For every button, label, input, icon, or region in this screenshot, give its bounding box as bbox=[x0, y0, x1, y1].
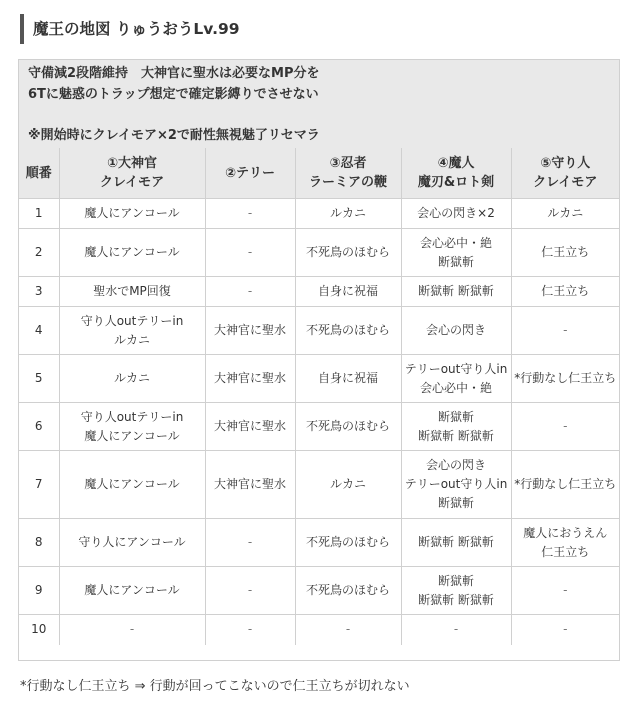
table-row bbox=[19, 615, 619, 645]
cell-text: - bbox=[453, 622, 459, 637]
action-cell bbox=[59, 519, 205, 567]
cell-text: 聖水でMP回復 bbox=[93, 284, 171, 298]
cell-text: - bbox=[129, 622, 135, 637]
action-cell bbox=[205, 229, 295, 277]
action-cell bbox=[511, 199, 619, 229]
column-header bbox=[295, 148, 401, 199]
cell-text: - bbox=[563, 583, 568, 597]
turn-number-cell bbox=[19, 519, 59, 567]
cell-text: 4 bbox=[34, 323, 43, 337]
turn-number-cell bbox=[19, 229, 59, 277]
cell-text: 断獄斬 断獄斬 bbox=[418, 535, 494, 549]
cell-text: - bbox=[247, 622, 253, 637]
cell-text: - bbox=[563, 622, 568, 637]
action-cell bbox=[59, 229, 205, 277]
table-row bbox=[19, 277, 619, 307]
action-cell bbox=[205, 277, 295, 307]
header-text: クレイモア bbox=[533, 175, 598, 190]
cell-text: 守り人にアンコール bbox=[78, 535, 186, 549]
header-text: ⑤守り人 bbox=[540, 156, 591, 171]
cell-text: 不死鳥のほむら bbox=[305, 419, 390, 433]
strategy-notes bbox=[19, 60, 619, 148]
cell-text: - bbox=[247, 245, 253, 259]
cell-text: テリーout守り人in bbox=[404, 361, 508, 376]
action-cell bbox=[511, 229, 619, 277]
column-header bbox=[401, 148, 511, 199]
cell-text: ルカニ bbox=[113, 332, 150, 347]
cell-text: 断獄斬 bbox=[437, 496, 474, 510]
cell-text: 2 bbox=[34, 245, 43, 259]
turn-number-cell bbox=[19, 615, 59, 645]
cell-text: *行動なし仁王立ち bbox=[514, 477, 617, 491]
cell-text: 仁王立ち bbox=[541, 284, 590, 298]
cell-text: 会心の閃き bbox=[425, 458, 486, 472]
table-row bbox=[19, 403, 619, 451]
table-row bbox=[19, 199, 619, 229]
cell-text: 断獄斬 bbox=[437, 409, 474, 424]
cell-text: ルカニ bbox=[329, 477, 366, 491]
cell-text: 7 bbox=[34, 477, 43, 491]
cell-text: 5 bbox=[34, 371, 43, 385]
cell-text: 大神官に聖水 bbox=[213, 323, 286, 337]
action-cell bbox=[401, 307, 511, 355]
note-line: 守備減2段階維持 大神官に聖水は必要なMP分を bbox=[28, 66, 320, 81]
turn-number-cell bbox=[19, 307, 59, 355]
header-text: クレイモア bbox=[99, 175, 165, 190]
header-text: 順番 bbox=[25, 165, 52, 181]
cell-text: 8 bbox=[34, 535, 43, 549]
action-cell bbox=[295, 615, 401, 645]
cell-text: 大神官に聖水 bbox=[213, 419, 286, 433]
turn-number-cell bbox=[19, 355, 59, 403]
action-cell bbox=[511, 451, 619, 519]
action-cell bbox=[59, 567, 205, 615]
action-cell bbox=[295, 567, 401, 615]
action-cell bbox=[401, 229, 511, 277]
action-cell bbox=[205, 519, 295, 567]
action-cell bbox=[401, 199, 511, 229]
action-cell bbox=[205, 615, 295, 645]
cell-text: 魔人にアンコール bbox=[84, 245, 180, 259]
action-cell bbox=[401, 567, 511, 615]
turn-order-table bbox=[19, 148, 619, 645]
header-text: 魔刃&ロト剣 bbox=[417, 175, 495, 190]
action-cell bbox=[511, 567, 619, 615]
action-cell bbox=[511, 615, 619, 645]
cell-text: 9 bbox=[34, 583, 43, 597]
action-cell bbox=[295, 403, 401, 451]
action-cell bbox=[295, 199, 401, 229]
action-cell bbox=[205, 355, 295, 403]
header-text: ②テリー bbox=[224, 165, 275, 181]
cell-text: 会心必中・絶 bbox=[419, 380, 492, 395]
table-row bbox=[19, 519, 619, 567]
turn-number-cell bbox=[19, 199, 59, 229]
cell-text: - bbox=[247, 206, 253, 220]
action-cell bbox=[401, 355, 511, 403]
cell-text: 大神官に聖水 bbox=[213, 371, 286, 385]
action-cell bbox=[511, 519, 619, 567]
action-cell bbox=[511, 355, 619, 403]
cell-text: - bbox=[563, 419, 568, 433]
note-line bbox=[28, 105, 610, 126]
cell-text: 守り人outテリーin bbox=[80, 409, 184, 424]
action-cell bbox=[205, 403, 295, 451]
cell-text: 不死鳥のほむら bbox=[305, 535, 390, 549]
cell-text: *行動なし仁王立ち bbox=[514, 371, 617, 385]
cell-text: 魔人にアンコール bbox=[84, 583, 180, 597]
cell-text: 断獄斬 bbox=[437, 254, 474, 269]
cell-text: 自身に祝福 bbox=[317, 371, 378, 385]
cell-text: 魔人にアンコール bbox=[84, 477, 180, 491]
action-cell bbox=[511, 403, 619, 451]
cell-text: - bbox=[247, 535, 253, 549]
action-cell bbox=[59, 451, 205, 519]
cell-text: 3 bbox=[34, 284, 43, 298]
column-header bbox=[205, 148, 295, 199]
table-row bbox=[19, 567, 619, 615]
cell-text: 仁王立ち bbox=[541, 544, 590, 559]
action-cell bbox=[511, 277, 619, 307]
action-cell bbox=[295, 277, 401, 307]
table-row bbox=[19, 451, 619, 519]
action-cell bbox=[59, 355, 205, 403]
action-cell bbox=[295, 229, 401, 277]
cell-text: 不死鳥のほむら bbox=[305, 583, 390, 597]
action-cell bbox=[59, 277, 205, 307]
action-cell bbox=[401, 519, 511, 567]
table-header-row bbox=[19, 148, 619, 199]
column-header bbox=[19, 148, 59, 199]
table-row bbox=[19, 355, 619, 403]
cell-text: ルカニ bbox=[113, 371, 150, 385]
action-cell bbox=[59, 199, 205, 229]
turn-number-cell bbox=[19, 277, 59, 307]
cell-text: 仁王立ち bbox=[541, 245, 590, 259]
cell-text: - bbox=[247, 583, 253, 597]
header-text: ④魔人 bbox=[437, 156, 475, 171]
header-text: ラーミアの鞭 bbox=[308, 175, 387, 190]
turn-number-cell bbox=[19, 567, 59, 615]
column-header bbox=[511, 148, 619, 199]
cell-text: 断獄斬 bbox=[437, 573, 474, 588]
column-header bbox=[59, 148, 205, 199]
action-cell bbox=[401, 615, 511, 645]
action-cell bbox=[59, 615, 205, 645]
header-text: ③忍者 bbox=[329, 156, 367, 171]
note-line: ※開始時にクレイモア×2で耐性無視魅了リセマラ bbox=[28, 127, 320, 143]
cell-text: 会心の閃き×2 bbox=[417, 206, 495, 220]
action-cell bbox=[295, 355, 401, 403]
cell-text: 守り人outテリーin bbox=[80, 313, 184, 328]
action-cell bbox=[295, 519, 401, 567]
action-cell bbox=[295, 307, 401, 355]
action-cell bbox=[401, 451, 511, 519]
cell-text: 自身に祝福 bbox=[317, 284, 378, 298]
action-cell bbox=[401, 403, 511, 451]
cell-text: 不死鳥のほむら bbox=[305, 245, 390, 259]
action-cell bbox=[205, 199, 295, 229]
cell-text: ルカニ bbox=[329, 206, 366, 220]
cell-text: - bbox=[345, 622, 351, 637]
turn-number-cell bbox=[19, 451, 59, 519]
cell-text: 10 bbox=[31, 622, 47, 637]
action-cell bbox=[511, 307, 619, 355]
cell-text: 6 bbox=[34, 419, 43, 433]
action-cell bbox=[59, 403, 205, 451]
cell-text: 断獄斬 断獄斬 bbox=[418, 592, 494, 607]
cell-text: 断獄斬 断獄斬 bbox=[418, 284, 494, 298]
cell-text: 会心必中・絶 bbox=[419, 235, 492, 250]
header-text: ①大神官 bbox=[106, 156, 157, 171]
page-title: 魔王の地図 りゅうおうLv.99 bbox=[20, 14, 240, 44]
cell-text: 魔人にアンコール bbox=[84, 428, 180, 443]
action-cell bbox=[205, 307, 295, 355]
cell-text: - bbox=[247, 284, 253, 298]
cell-text: 魔人におうえん bbox=[523, 525, 608, 540]
cell-text: 大神官に聖水 bbox=[213, 477, 286, 491]
note-line: 6Tに魅惑のトラップ想定で確定影縛りでさせない bbox=[28, 86, 319, 102]
cell-text: 不死鳥のほむら bbox=[305, 323, 390, 337]
cell-text: 1 bbox=[34, 206, 43, 220]
cell-text: 断獄斬 断獄斬 bbox=[418, 428, 494, 443]
cell-text: 魔人にアンコール bbox=[84, 206, 180, 220]
table-row bbox=[19, 229, 619, 277]
action-cell bbox=[59, 307, 205, 355]
cell-text: 会心の閃き bbox=[425, 323, 486, 337]
cell-text: テリーout守り人in bbox=[404, 477, 508, 491]
strategy-panel bbox=[18, 59, 620, 661]
footnote: *行動なし仁王立ち ⇒ 行動が回ってこないので仁王立ちが切れない bbox=[20, 679, 410, 694]
cell-text: ルカニ bbox=[547, 206, 584, 220]
turn-number-cell bbox=[19, 403, 59, 451]
action-cell bbox=[401, 277, 511, 307]
cell-text: - bbox=[563, 323, 568, 337]
action-cell bbox=[295, 451, 401, 519]
action-cell bbox=[205, 451, 295, 519]
action-cell bbox=[205, 567, 295, 615]
table-row bbox=[19, 307, 619, 355]
